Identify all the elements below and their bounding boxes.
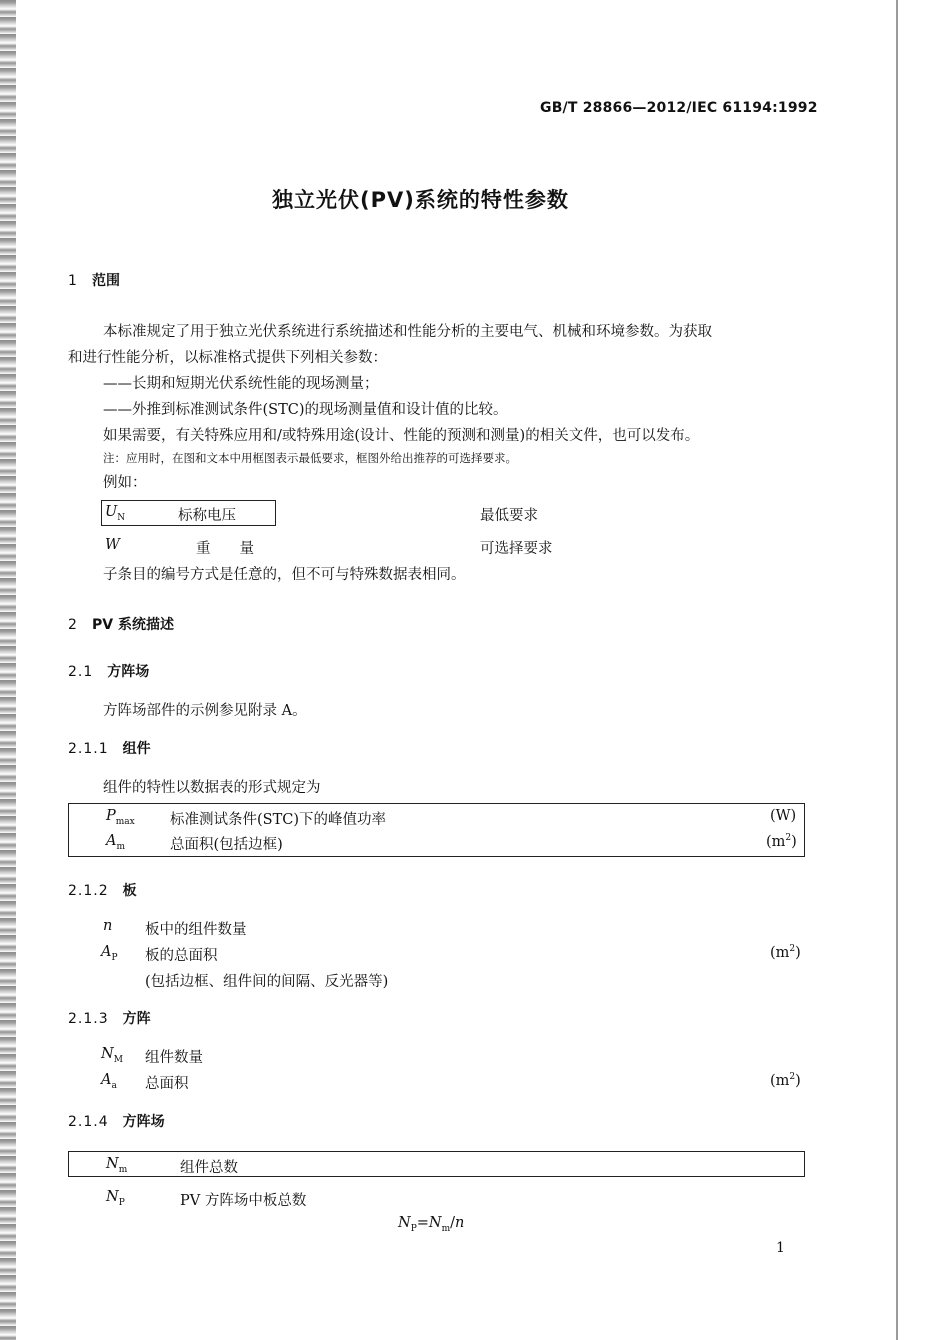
scope-paragraph-3: 子条目的编号方式是任意的，但不可与特殊数据表相同。 — [103, 567, 466, 583]
section-1-heading — [68, 270, 120, 290]
scan-edge-left — [0, 0, 16, 1340]
param-nm-label: 组件数量 — [145, 1050, 203, 1066]
section-2-1-1-heading — [68, 738, 151, 758]
param-nm-symbol: $N_M$ — [101, 1046, 123, 1065]
scope-list-item-2: ——外推到标准测试条件(STC)的现场测量值和设计值的比较。 — [103, 402, 508, 418]
section-2-1-3-heading — [68, 1008, 151, 1028]
formula-np: $N_P=N_m/n$ — [398, 1215, 465, 1234]
scope-paragraph-line1: 本标准规定了用于独立光伏系统进行系统描述和性能分析的主要电气、机械和环境参数。为获取 — [103, 324, 712, 340]
param-ap-label: 板的总面积 — [145, 948, 218, 964]
section-2-1-heading — [68, 661, 149, 681]
section-2-1-2-heading — [68, 880, 137, 900]
scan-edge-right — [896, 0, 898, 1340]
section-2-1-text: 方阵场部件的示例参见附录 A。 — [103, 703, 307, 719]
param-aa-symbol: $A_a$ — [101, 1072, 117, 1091]
section-2-heading — [68, 614, 174, 634]
section-title: 方阵 — [122, 1011, 151, 1027]
section-title: 方阵场 — [107, 664, 150, 680]
param-nm-total-symbol: $N_m$ — [106, 1156, 128, 1175]
scope-paragraph-line2: 和进行性能分析，以标准格式提供下列相关参数： — [68, 350, 387, 366]
page-number: 1 — [776, 1240, 785, 1256]
section-number: 2.1.2 — [68, 883, 109, 899]
section-title: PV 系统描述 — [92, 617, 174, 633]
param-ap-symbol: $A_P$ — [101, 944, 118, 963]
param-n-symbol: n — [103, 918, 113, 934]
section-number: 2 — [68, 617, 77, 633]
standard-code: GB/T 28866—2012/IEC 61194:1992 — [540, 100, 818, 116]
section-title: 方阵场 — [122, 1114, 165, 1130]
scope-list-item-1: ——长期和短期光伏系统性能的现场测量； — [103, 376, 379, 392]
param-am-symbol: $A_m$ — [106, 833, 126, 852]
param-np-label: PV 方阵场中板总数 — [180, 1193, 307, 1209]
param-n-label: 板中的组件数量 — [145, 922, 247, 938]
param-ap-unit: $(m^2)$ — [770, 944, 801, 961]
param-np-symbol: $N_P$ — [106, 1189, 125, 1208]
example-1-symbol: $U_N$ — [105, 504, 126, 523]
section-number: 2.1.1 — [68, 741, 109, 757]
example-2-label: 重 量 — [196, 541, 254, 557]
param-pmax-label: 标准测试条件(STC)下的峰值功率 — [170, 812, 387, 828]
section-number: 2.1.4 — [68, 1114, 109, 1130]
section-title: 板 — [122, 883, 137, 899]
param-pmax-symbol: $P_{max}$ — [106, 808, 135, 827]
section-number: 1 — [68, 273, 77, 289]
param-am-unit: $(m^2)$ — [766, 833, 797, 850]
section-title: 组件 — [122, 741, 151, 757]
section-2-1-1-text: 组件的特性以数据表的形式规定为 — [103, 780, 321, 796]
example-2-requirement: 可选择要求 — [480, 541, 553, 557]
param-ap-note: (包括边框、组件间的间隔、反光器等) — [145, 974, 389, 990]
param-aa-label: 总面积 — [145, 1076, 189, 1092]
param-pmax-unit: (W) — [770, 808, 797, 824]
section-number: 2.1 — [68, 664, 94, 680]
example-label: 例如： — [103, 475, 147, 491]
section-number: 2.1.3 — [68, 1011, 109, 1027]
param-nm-total-label: 组件总数 — [180, 1160, 238, 1176]
param-aa-unit: $(m^2)$ — [770, 1072, 801, 1089]
example-2-symbol: W — [105, 537, 120, 553]
example-1-requirement: 最低要求 — [480, 508, 538, 524]
scope-paragraph-2: 如果需要，有关特殊应用和/或特殊用途(设计、性能的预测和测量)的相关文件，也可以发布。 — [103, 428, 700, 444]
example-1-label: 标称电压 — [178, 508, 236, 524]
param-am-label: 总面积(包括边框) — [170, 837, 283, 853]
array-field-box — [68, 1151, 805, 1177]
section-2-1-4-heading — [68, 1111, 165, 1131]
section-title: 范围 — [92, 273, 120, 289]
document-title: 独立光伏(PV)系统的特性参数 — [272, 188, 569, 212]
scope-note: 注：应用时，在图和文本中用框图表示最低要求，框图外给出推荐的可选择要求。 — [103, 451, 517, 465]
